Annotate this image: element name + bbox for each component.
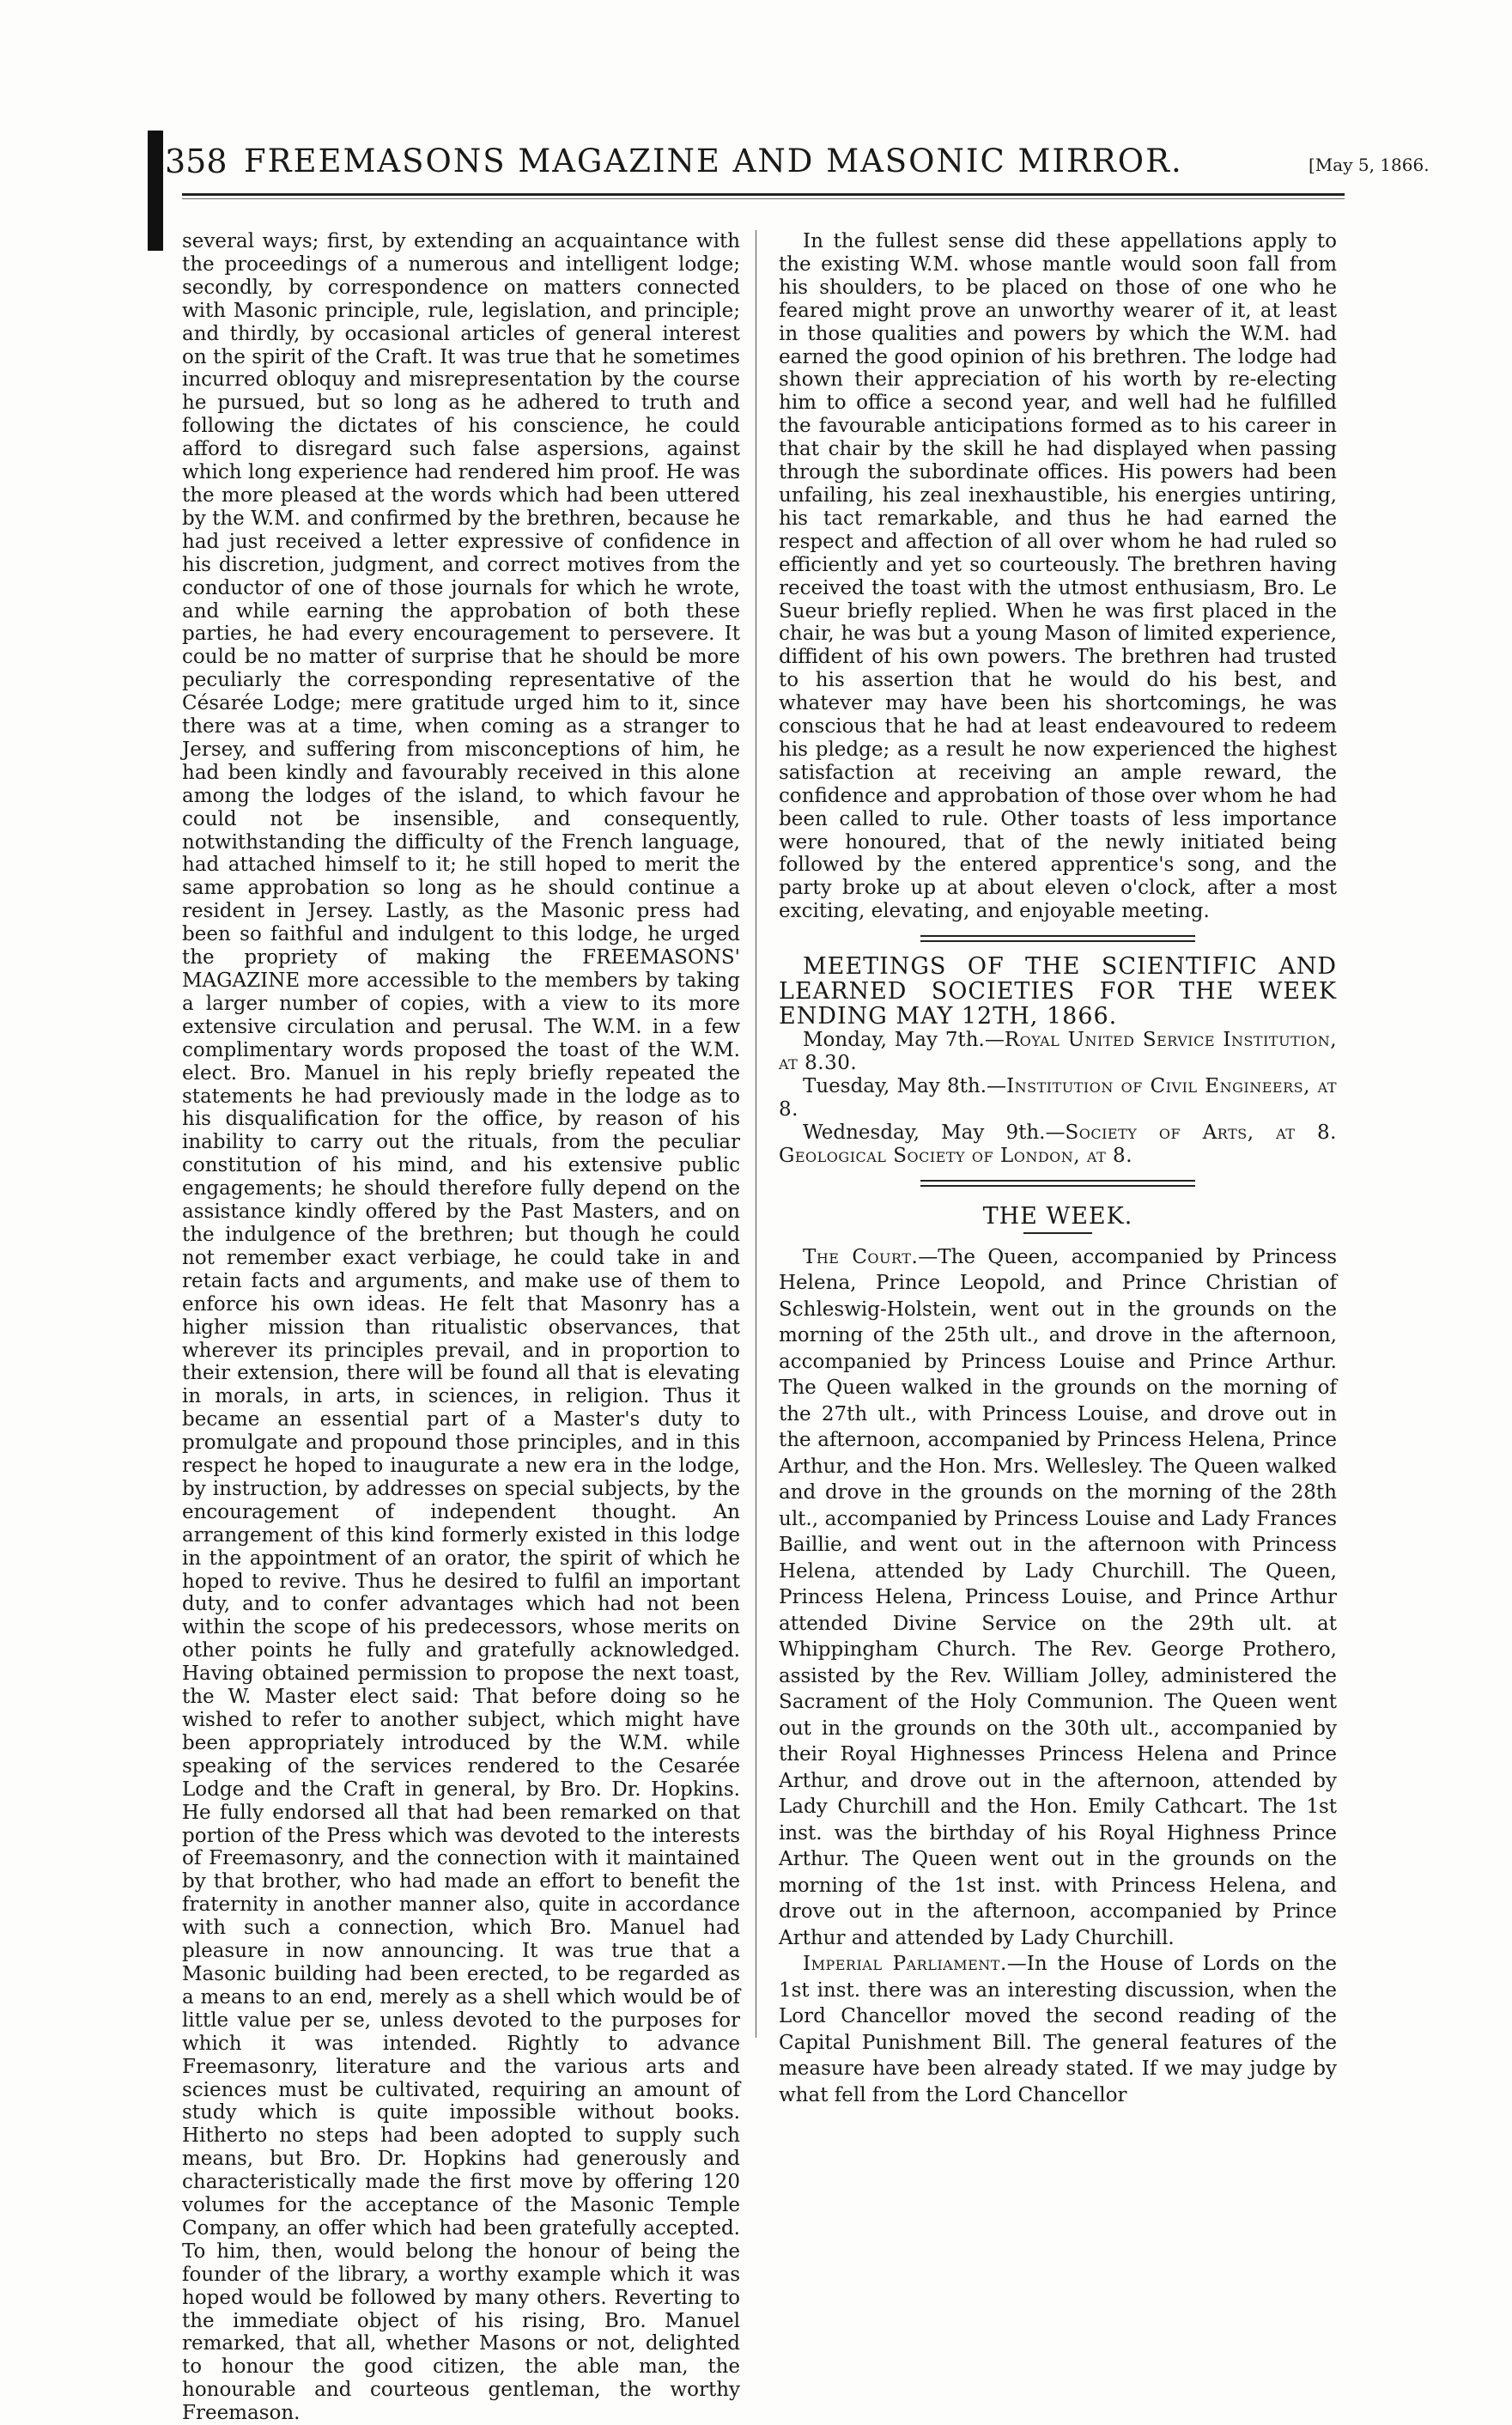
meeting-detail: Society of Arts, at 8. Geological Society of London, at 8. xyxy=(779,1121,1337,1167)
masthead-title: FREEMASONS MAGAZINE AND MASONIC MIRROR. xyxy=(244,143,1183,179)
page-header xyxy=(165,134,1430,187)
court-lead: The Court. xyxy=(803,1245,919,1268)
header-rule xyxy=(182,193,1345,196)
meeting-detail: Institution of Civil Engineers, at 8. xyxy=(779,1075,1338,1121)
issue-date: [May 5, 1866. xyxy=(1309,155,1430,175)
section-separator xyxy=(920,935,1195,942)
title-rule xyxy=(1023,1232,1092,1234)
meeting-item xyxy=(779,1121,1337,1168)
page-edge-mark xyxy=(148,131,163,251)
page-number: 358 xyxy=(165,143,228,180)
meeting-day: Tuesday, May 8th.— xyxy=(803,1075,1007,1097)
parliament-lead: Imperial Parliament. xyxy=(803,1953,1007,1976)
meeting-detail: Royal United Service Institution, at 8.30. xyxy=(779,1029,1338,1075)
meeting-item xyxy=(779,1075,1337,1121)
court-paragraph xyxy=(779,1244,1337,1952)
meeting-item xyxy=(779,1029,1337,1075)
parliament-text: —In the House of Lords on the 1st inst. there was an interesting discussion, when the Lord Chancellor moved the second reading of the Capital Punishment Bill. The general features of the measure have been already stated. If we may judge by what fell from the Lord Chancellor xyxy=(779,1953,1337,2106)
meetings-heading: MEETINGS OF THE SCIENTIFIC AND LEARNED SOCIETIES FOR THE WEEK ENDING MAY 12TH, 1866. xyxy=(779,953,1337,1030)
meeting-day: Wednesday, May 9th.— xyxy=(803,1121,1066,1144)
header-rule-thin xyxy=(182,198,1345,199)
meeting-day: Monday, May 7th.— xyxy=(803,1029,1005,1052)
the-week-title: THE WEEK. xyxy=(982,1202,1133,1230)
left-column xyxy=(182,230,740,2425)
court-text: —The Queen, accompanied by Princess Helena, Prince Leopold, and Prince Christian of Schleswig-Holstein, went out in the grounds on the morning of the 25th ult., and drove in the afternoon, accompanied by Princess Louise and Prince Arthur. The Queen walked in the grounds on the morning of the 27th ult., with Princess Louise, and drove out in the afternoon, accompanied by Princess Helena, Prince Arthur, and the Hon. Mrs. Wellesley. The Queen walked and drove in the grounds on the morning of the 28th ult., accompanied by Princess Louise and Lady Frances Baillie, and went out in the afternoon with Princess Helena, attended by Lady Churchill. The Queen, Princess Helena, Princess Louise, and Prince Arthur attended Divine Service on the 29th ult. at Whippingham Church. The Rev. George Prothero, assisted by the Rev. William Jolley, administered the Sacrament of the Holy Communion. The Queen went out in the grounds on the 30th ult., accompanied by their Royal Highnesses Princess Helena and Prince Arthur, and drove out in the afternoon, attended by Lady Churchill and the Hon. Emily Cathcart. The 1st inst. was the birthday of his Royal Highness Prince Arthur. The Queen went out in the grounds on the morning of the 1st inst. with Princess Helena, and drove out in the afternoon, accompanied by Prince Arthur and attended by Lady Churchill. xyxy=(779,1245,1337,1949)
article-paragraph: several ways; first, by extending an acquaintance with the proceedings of a numerous and intelligent lodge; secondly, by correspondence on matters connected with Masonic principle, rule, legislation, and principle; and thirdly, by occasional articles of general interest on the spirit of the Craft. It was true that he sometimes incurred obloquy and misrepresentation by the course he pursued, but so long as he adhered to truth and following the dictates of his conscience, he could afford to disregard such false aspersions, against which long experience had rendered him proof. He was the more pleased at the words which had been uttered by the W.M. and confirmed by the brethren, because he had just received a letter expressive of confidence in his discretion, judgment, and correct motives from the conductor of one of those journals for which he wrote, and while earning the approbation of both these parties, he had every encouragement to persevere. It could be no matter of surprise that he should be more peculiarly the corresponding representative of the Césarée Lodge; mere gratitude urged him to it, since there was at a time, when coming as a stranger to Jersey, and suffering from misconceptions of him, he had been kindly and favourably received in this alone among the lodges of the island, to which favour he could not be insensible, and consequently, notwithstanding the difficulty of the French language, had attached himself to it; he still hoped to merit the same approbation so long as he should continue a resident in Jersey. Lastly, as the Masonic press had been so faithful and indulgent to this lodge, he urged the propriety of making the FREEMASONS' MAGAZINE more accessible to the members by taking a larger number of copies, with a view to its more extensive circulation and perusal. The W.M. in a few complimentary words proposed the toast of the W.M. elect. Bro. Manuel in his reply briefly repeated the statements he had previously made in the lodge as to his disqualification for the office, by reason of his inability to carry out the rituals, from the peculiar constitution of his mind, and his extensive public engagements; he should therefore fully depend on the assistance kindly offered by the Past Masters, and on the indulgence of the brethren; but though he could not remember exact verbiage, he could take in and retain facts and arguments, and make use of them to enforce his own ideas. He felt that Masonry has a higher mission than ritualistic observances, that wherever its principles prevail, and in proportion to their extension, there will be found all that is elevating in morals, in arts, in sciences, in religion. Thus it became an essential part of a Master's duty to promulgate and propound those principles, and in this respect he hoped to inaugurate a new era in the lodge, by instruction, by addresses on special subjects, by the encouragement of independent thought. An arrangement of this kind formerly existed in this lodge in the appointment of an orator, the spirit of which he hoped to revive. Thus he desired to fulfil an important duty, and to confer advantages which had not been within the scope of his predecessors, whose merits on other points he fully and gratefully acknowledged. Having obtained permission to propose the next toast, the W. Master elect said: That before doing so he wished to refer to another subject, which might have been appropriately introduced by the W.M. while speaking of the services rendered to the Cesarée Lodge and the Craft in general, by Bro. Dr. Hopkins. He fully endorsed all that had been remarked on that portion of the Press which was devoted to the interests of Freemasonry, and the connection with it maintained by that brother, who had made an effort to benefit the fraternity in another manner also, quite in accordance with such a connection, which Bro. Manuel had pleasure in now announcing. It was true that a Masonic building had been erected, to be regarded as a means to an end, merely as a shell which would be of little value per se, unless devoted to the purposes for which it was intended. Rightly to advance Freemasonry, literature and the various arts and sciences must be cultivated, requiring an amount of study which is quite impossible without books. Hitherto no steps had been adopted to supply such means, but Bro. Dr. Hopkins had generously and characteristically made the first move by offering 120 volumes for the acceptance of the Masonic Temple Company, an offer which had been gratefully accepted. To him, then, would belong the honour of being the founder of the library, a worthy example which it was hoped would be followed by many others. Reverting to the immediate object of his rising, Bro. Manuel remarked, that all, whether Masons or not, delighted to honour the good citizen, the able man, the honourable and courteous gentleman, the worthy Freemason. xyxy=(182,230,740,2425)
section-separator xyxy=(920,1180,1195,1187)
article-continuation: In the fullest sense did these appellations apply to the existing W.M. whose mantle would soon fall from his shoulders, to be placed on those of one who he feared might prove an unworthy wearer of it, at least in those qualities and powers by which the W.M. had earned the good opinion of his brethren. The lodge had shown their appreciation of his worth by re-electing him to office a second year, and well had he fulfilled the favourable anticipations formed as to his career in that chair by the skill he had displayed when passing through the subordinate offices. His powers had been unfailing, his zeal inexhaustible, his energies untiring, his tact remarkable, and thus he had earned the respect and affection of all over whom he had ruled so efficiently and yet so courteously. The brethren having received the toast with the utmost enthusiasm, Bro. Le Sueur briefly replied. When he was first placed in the chair, he was but a young Mason of limited experience, diffident of his own powers. The brethren had trusted to his assertion that he would do his best, and whatever may have been his shortcomings, he was conscious that he had at least endeavoured to redeem his pledge; as a result he now experienced the highest satisfaction at receiving an ample reward, the confidence and approbation of those over whom he had been called to rule. Other toasts of less importance were honoured, that of the newly initiated being followed by the entered apprentice's song, and the party broke up at about eleven o'clock, after a most exciting, elevating, and enjoyable meeting. xyxy=(779,230,1337,923)
parliament-paragraph xyxy=(779,1951,1337,2108)
right-column xyxy=(779,230,1337,2108)
